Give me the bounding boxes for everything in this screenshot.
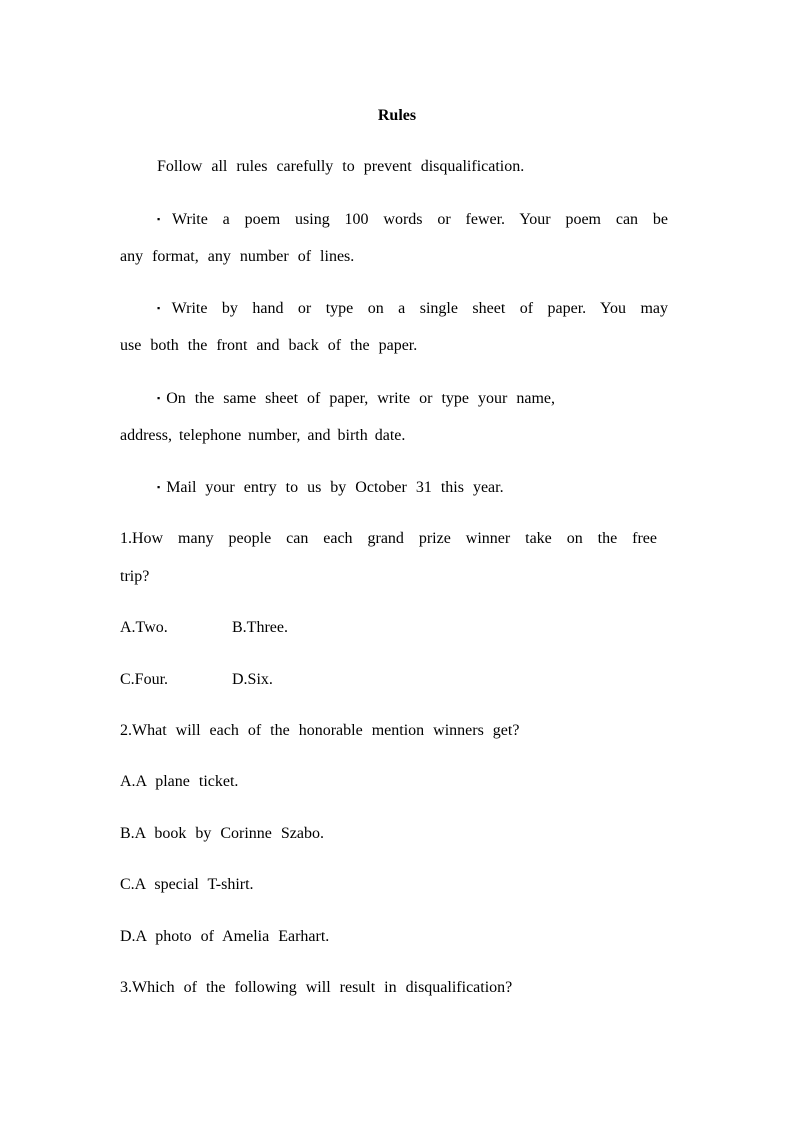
- bullet-icon: ▪: [157, 214, 167, 224]
- question-2-option-a: A.A plane ticket.: [120, 773, 239, 790]
- question-2-option-b: B.A book by Corinne Szabo.: [120, 825, 324, 842]
- rule-1-line-2: any format, any number of lines.: [120, 248, 355, 265]
- question-2-option-d: D.A photo of Amelia Earhart.: [120, 928, 330, 945]
- question-1-option-c: C.Four.: [120, 671, 169, 688]
- intro-text: Follow all rules carefully to prevent disqualification.: [157, 158, 525, 175]
- rule-3-text-1: On the same sheet of paper, write or type your name,: [166, 390, 555, 407]
- bullet-icon: ▪: [157, 393, 161, 403]
- bullet-icon: ▪: [157, 482, 161, 492]
- question-2-line-1: 2.What will each of the honorable mention winners get?: [120, 722, 520, 739]
- rule-2-text-1: Write by hand or type on a single sheet of paper. You may: [171, 300, 668, 317]
- rule-3-line-2: address, telephone number, and birth date.: [120, 427, 406, 444]
- rule-2-line-2: use both the front and back of the paper.: [120, 337, 418, 354]
- question-1-option-a: A.Two.: [120, 619, 168, 636]
- page-title: Rules: [377, 107, 417, 124]
- question-2-option-c: C.A special T-shirt.: [120, 876, 254, 893]
- question-3-line-1: 3.Which of the following will result in disqualification?: [120, 979, 513, 996]
- question-1-option-d: D.Six.: [232, 671, 273, 688]
- rule-4-line-1: [157, 477, 504, 498]
- rule-4-text-1: Mail your entry to us by October 31 this year.: [166, 479, 504, 496]
- question-1-option-b: B.Three.: [232, 619, 288, 636]
- bullet-icon: ▪: [157, 303, 166, 313]
- rule-3-line-1: [157, 388, 555, 409]
- question-1-line-1: 1.How many people can each grand prize winner take on the free: [120, 530, 657, 547]
- question-1-line-2: trip?: [120, 568, 150, 585]
- rule-2-line-1: [157, 298, 668, 319]
- rule-1-line-1: [157, 209, 668, 230]
- rule-1-text-1: Write a poem using 100 words or fewer. Your poem can be: [172, 211, 668, 228]
